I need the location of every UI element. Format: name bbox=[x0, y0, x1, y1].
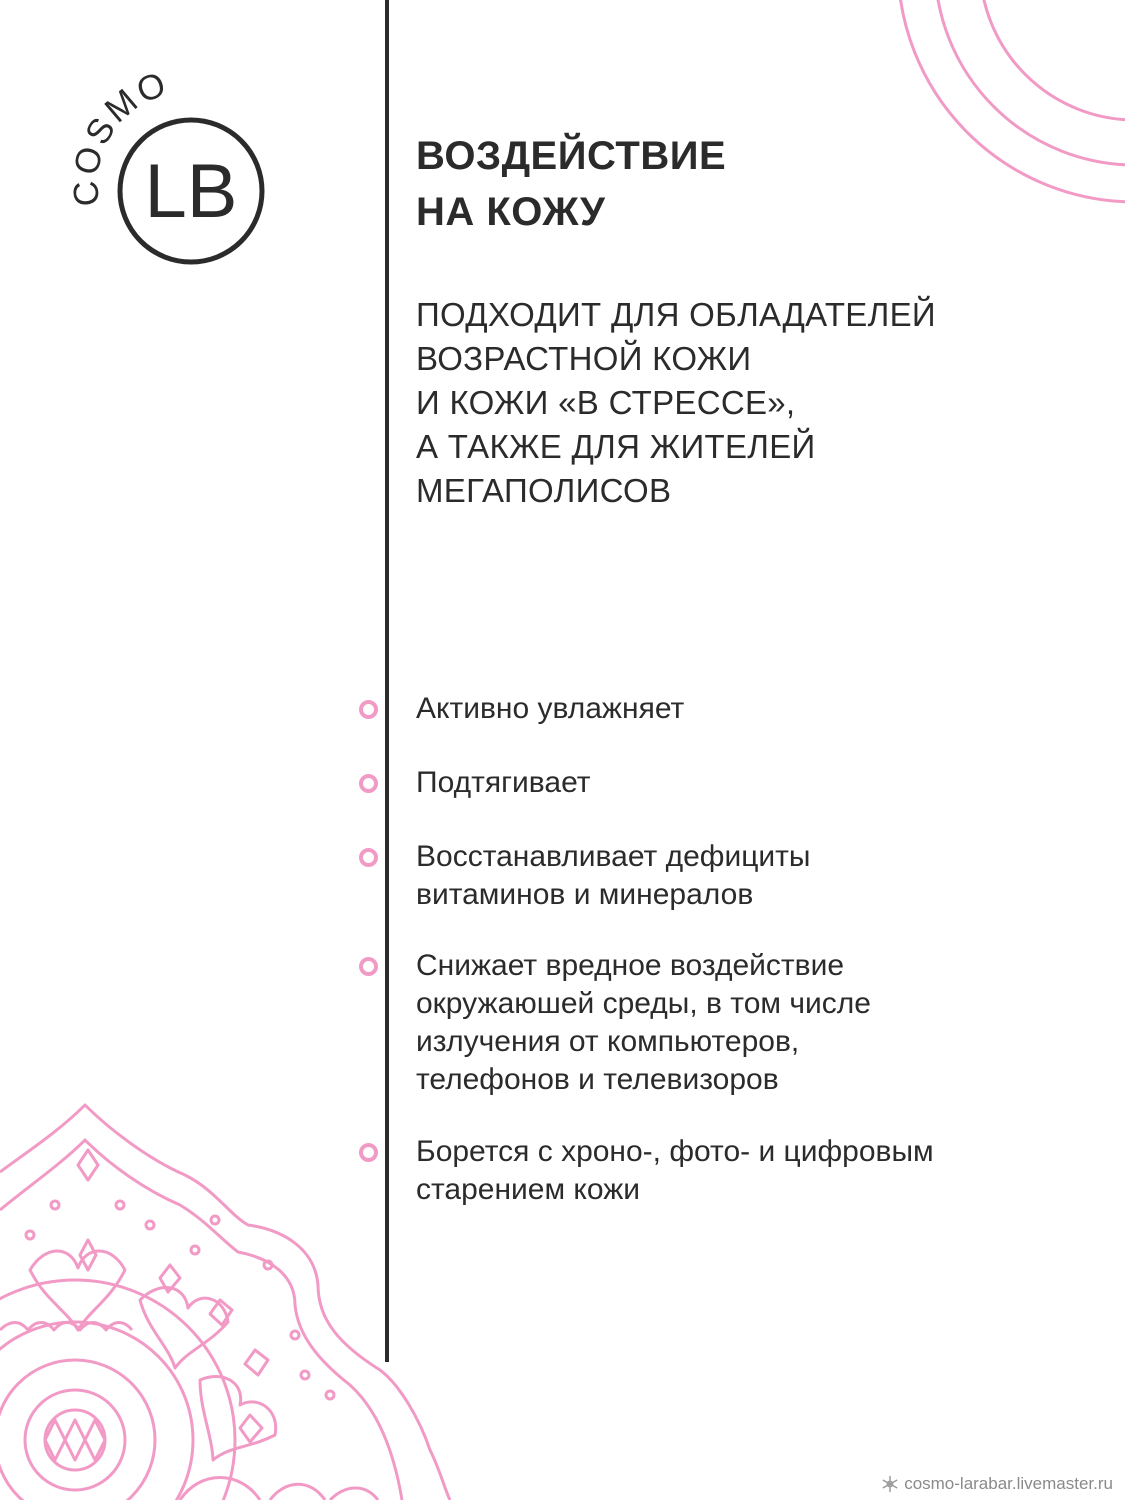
page-title bbox=[416, 128, 726, 240]
mandala-ornament bbox=[0, 1095, 460, 1500]
benefit-line: старением кожи bbox=[416, 1173, 641, 1206]
title-line: НА КОЖУ bbox=[416, 190, 606, 234]
subtitle-line: ВОЗРАСТНОЙ КОЖИ bbox=[416, 340, 752, 377]
page-subtitle bbox=[416, 293, 936, 513]
circle-bullet-icon bbox=[359, 774, 378, 793]
snowflake-icon bbox=[881, 1475, 899, 1493]
benefit-line: Активно увлажняет bbox=[416, 692, 685, 725]
subtitle-line: МЕГАПОЛИСОВ bbox=[416, 472, 672, 509]
benefit-item bbox=[416, 838, 810, 914]
footer-watermark bbox=[881, 1474, 1113, 1494]
benefit-line: витаминов и минералов bbox=[416, 878, 754, 911]
logo-main-text: LB bbox=[144, 149, 238, 234]
cosmo-lb-logo bbox=[60, 70, 290, 280]
benefit-item bbox=[416, 690, 684, 728]
benefit-line: Борется с хроно-, фото- и цифровым bbox=[416, 1135, 934, 1168]
benefit-line: Снижает вредное воздействие bbox=[416, 949, 845, 982]
benefit-line: излучения от компьютеров, bbox=[416, 1025, 800, 1058]
benefit-line: окружаюшей среды, в том числе bbox=[416, 987, 871, 1020]
decorative-arcs bbox=[880, 0, 1125, 215]
subtitle-line: И КОЖИ «В СТРЕССЕ», bbox=[416, 384, 796, 421]
title-line: ВОЗДЕЙСТВИЕ bbox=[416, 134, 727, 178]
circle-bullet-icon bbox=[359, 700, 378, 719]
benefit-line: Восстанавливает дефициты bbox=[416, 840, 811, 873]
subtitle-line: А ТАКЖЕ ДЛЯ ЖИТЕЛЕЙ bbox=[416, 428, 816, 465]
circle-bullet-icon bbox=[359, 957, 378, 976]
subtitle-line: ПОДХОДИТ ДЛЯ ОБЛАДАТЕЛЕЙ bbox=[416, 296, 936, 333]
benefit-line: телефонов и телевизоров bbox=[416, 1063, 779, 1096]
footer-url: cosmo-larabar.livemaster.ru bbox=[904, 1474, 1113, 1493]
circle-bullet-icon bbox=[359, 848, 378, 867]
benefit-item bbox=[416, 947, 871, 1099]
benefit-item bbox=[416, 1133, 934, 1209]
benefit-line: Подтягивает bbox=[416, 766, 591, 799]
benefit-item bbox=[416, 764, 591, 802]
logo-top-text: COSMO bbox=[65, 70, 174, 208]
